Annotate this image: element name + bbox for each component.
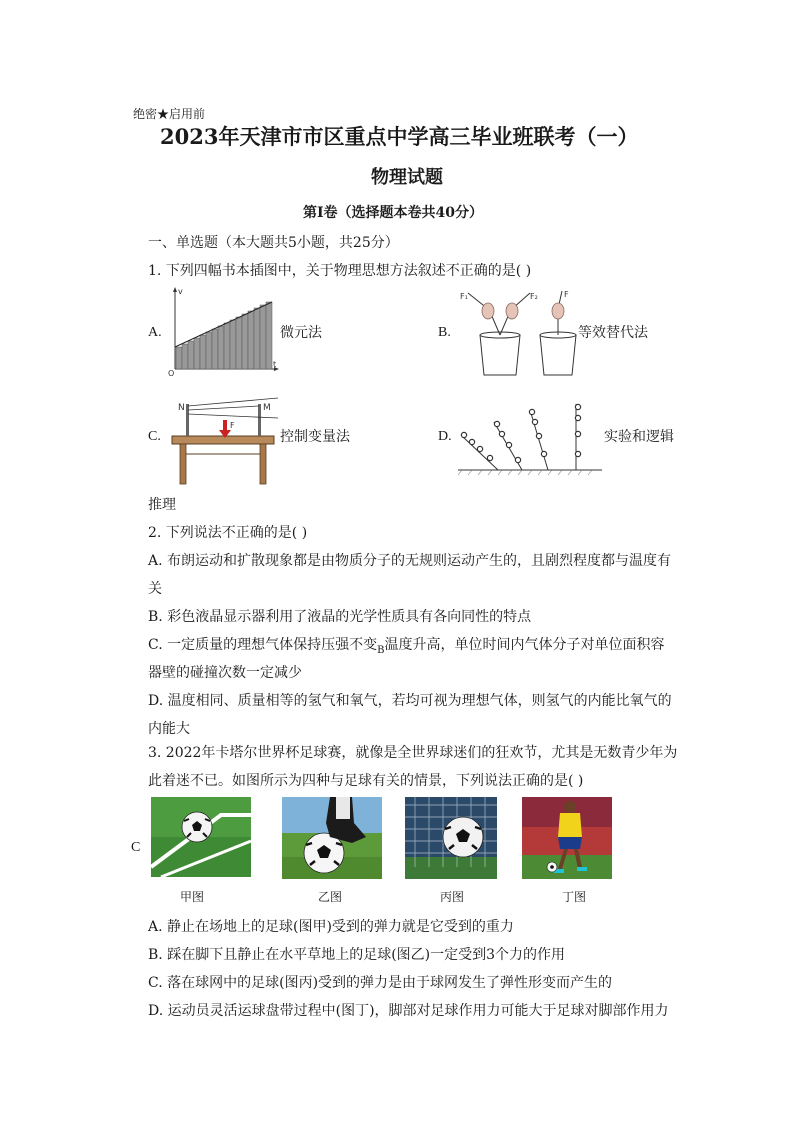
q1-option-b-letter: B. xyxy=(438,325,451,340)
q2-option-a-line2: 关 xyxy=(148,581,162,597)
q2-option-a-line1: A. 布朗运动和扩散现象都是由物质分子的无规则运动产生的，且剧烈程度都与温度有 xyxy=(148,553,672,569)
fig-b-f2-label: F₂ xyxy=(530,292,538,301)
q2-option-c-sub: B xyxy=(377,644,385,656)
fig-b-f1-label: F₁ xyxy=(460,292,468,301)
fig-a-origin-label: O xyxy=(168,369,175,377)
fig-c-table-mirrors xyxy=(168,388,280,486)
q2-stem: 2. 下列说法不正确的是( ) xyxy=(148,525,308,541)
q2-option-d-line1: D. 温度相同、质量相等的氢气和氧气，若均可视为理想气体，则氢气的内能比氧气的 xyxy=(148,693,672,709)
secret-mark: 绝密★启用前 xyxy=(133,107,206,121)
q3-stem-line1: 3. 2022年卡塔尔世界杯足球赛，就像是全世界球迷们的狂欢节，尤其是无数青少年为 xyxy=(148,745,678,761)
caption-jia: 甲图 xyxy=(180,890,205,904)
fig-b-bucket-forces xyxy=(458,287,580,379)
q2-option-c-line1 xyxy=(148,635,664,661)
subject-title: 物理试题 xyxy=(371,167,443,188)
q3-margin-letter: C xyxy=(131,840,141,855)
exam-title: 2023年天津市市区重点中学高三毕业班联考（一） xyxy=(160,124,639,149)
q1-option-d-label: 实验和逻辑 xyxy=(604,429,674,445)
q2-option-c-part1: C. 一定质量的理想气体保持压强不变 xyxy=(148,637,378,653)
q1-option-c-label: 控制变量法 xyxy=(280,429,350,445)
q1-option-b-label: 等效替代法 xyxy=(578,325,648,341)
caption-ding: 丁图 xyxy=(562,890,587,904)
q1-option-d-continuation: 推理 xyxy=(148,497,176,513)
fig-a-v-label: v xyxy=(178,287,183,296)
caption-bing: 丙图 xyxy=(440,890,465,904)
q1-option-a-label: 微元法 xyxy=(280,325,322,341)
q2-option-b: B. 彩色液晶显示器利用了液晶的光学性质具有各向同性的特点 xyxy=(148,609,532,625)
q1-option-c-letter: C. xyxy=(148,429,161,444)
fig-d-inclines-balls xyxy=(456,398,606,476)
fig-a-t-label: t xyxy=(273,360,277,369)
section-title: 第Ⅰ卷（选择题本卷共40分） xyxy=(303,205,484,221)
q3-stem-line2: 此着迷不已。如图所示为四种与足球有关的情景，下列说法正确的是( ) xyxy=(148,773,584,789)
q2-option-d-line2: 内能大 xyxy=(148,721,190,737)
photo-ding-player-dribbling xyxy=(522,797,612,879)
fig-c-m-label: M xyxy=(263,403,271,413)
q3-option-a: A. 静止在场地上的足球(图甲)受到的弹力就是它受到的重力 xyxy=(148,919,514,935)
fig-c-f-label: F xyxy=(230,421,235,430)
q1-stem: 1. 下列四幅书本插图中，关于物理思想方法叙述不正确的是( ) xyxy=(148,263,532,279)
fig-c-n-label: N xyxy=(178,403,185,413)
fig-a-vt-graph xyxy=(165,285,280,377)
q2-option-c-part2: 温度升高，单位时间内气体分子对单位面积容 xyxy=(384,637,665,653)
q3-option-d: D. 运动员灵活运球盘带过程中(图丁)，脚部对足球作用力可能大于足球对脚部作用力 xyxy=(148,1003,669,1019)
caption-yi: 乙图 xyxy=(318,890,343,904)
q1-option-d-letter: D. xyxy=(438,429,452,444)
q1-option-a-letter: A. xyxy=(148,325,162,340)
photo-bing-ball-in-net xyxy=(405,797,497,879)
fig-b-f-label: F xyxy=(564,290,569,299)
photo-jia-ball-on-field xyxy=(151,797,251,877)
q3-option-c: C. 落在球网中的足球(图丙)受到的弹力是由于球网发生了弹性形变而产生的 xyxy=(148,975,613,991)
photo-yi-foot-on-ball xyxy=(282,797,382,879)
q2-option-c-line2: 器壁的碰撞次数一定减少 xyxy=(148,665,302,681)
part-heading: 一、单选题（本大题共5小题，共25分） xyxy=(148,235,399,251)
q3-option-b: B. 踩在脚下且静止在水平草地上的足球(图乙)一定受到3个力的作用 xyxy=(148,947,566,963)
